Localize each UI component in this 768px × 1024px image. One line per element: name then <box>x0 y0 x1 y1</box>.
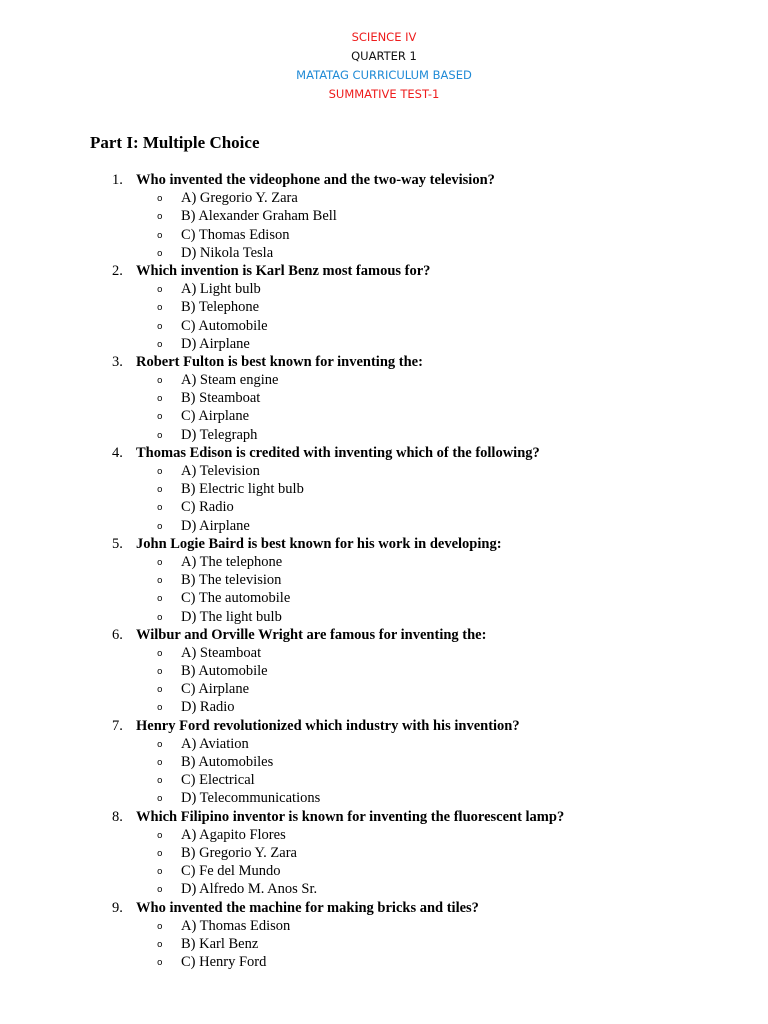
hollow-circle-bullet-icon: o <box>157 667 163 678</box>
answer-option <box>0 789 768 807</box>
option-text: C) Automobile <box>181 317 268 334</box>
question-list <box>0 171 768 971</box>
question-item <box>0 717 768 808</box>
question-text: Who invented the videophone and the two-way television? <box>136 172 495 188</box>
answer-option <box>0 771 768 789</box>
option-list <box>0 462 768 535</box>
hollow-circle-bullet-icon: o <box>157 557 163 568</box>
question-number: 5. <box>112 535 123 552</box>
question-item <box>0 899 768 972</box>
quarter-label: QUARTER 1 <box>351 49 417 63</box>
option-text: C) Henry Ford <box>181 954 267 971</box>
question-text: Which invention is Karl Benz most famous for? <box>136 262 431 279</box>
answer-option <box>0 244 768 262</box>
option-list <box>0 917 768 972</box>
hollow-circle-bullet-icon: o <box>157 848 163 859</box>
hollow-circle-bullet-icon: o <box>157 212 163 223</box>
hollow-circle-bullet-icon: o <box>157 867 163 878</box>
answer-option <box>0 953 768 971</box>
option-text: B) Automobiles <box>181 754 274 770</box>
option-list <box>0 553 768 626</box>
question-number: 4. <box>112 444 123 461</box>
question-number: 8. <box>112 808 123 825</box>
option-list <box>0 826 768 899</box>
hollow-circle-bullet-icon: o <box>157 467 163 477</box>
answer-option <box>0 298 768 316</box>
option-text: A) The telephone <box>181 553 283 570</box>
hollow-circle-bullet-icon: o <box>157 394 163 405</box>
question-text: Robert Fulton is best known for inventing the: <box>136 353 423 370</box>
answer-option <box>0 935 768 953</box>
hollow-circle-bullet-icon: o <box>157 703 163 714</box>
hollow-circle-bullet-icon: o <box>157 321 163 332</box>
hollow-circle-bullet-icon: o <box>157 612 163 623</box>
option-text: B) The television <box>181 572 282 589</box>
hollow-circle-bullet-icon: o <box>157 830 163 841</box>
answer-option <box>0 844 768 862</box>
question-line <box>0 444 768 462</box>
option-text: B) Gregorio Y. Zara <box>181 844 297 861</box>
answer-option <box>0 480 768 498</box>
hollow-circle-bullet-icon: o <box>157 758 163 768</box>
question-item <box>0 808 768 899</box>
part-title: Part I: Multiple Choice <box>90 133 260 152</box>
hollow-circle-bullet-icon: o <box>157 921 163 932</box>
option-text: A) Steamboat <box>181 644 262 661</box>
curriculum-label: MATATAG CURRICULUM BASED <box>296 68 472 82</box>
answer-option <box>0 735 768 753</box>
hollow-circle-bullet-icon: o <box>157 576 163 587</box>
option-text: D) Nikola Tesla <box>181 244 274 261</box>
question-number: 2. <box>112 262 123 279</box>
answer-option <box>0 426 768 444</box>
answer-option <box>0 662 768 680</box>
question-item <box>0 353 768 444</box>
option-text: B) Telephone <box>181 299 260 316</box>
hollow-circle-bullet-icon: o <box>157 594 163 605</box>
answer-option <box>0 862 768 880</box>
answer-option <box>0 498 768 516</box>
question-item <box>0 444 768 535</box>
hollow-circle-bullet-icon: o <box>157 339 163 350</box>
option-text: D) The light bulb <box>181 608 282 625</box>
option-text: D) Airplane <box>181 335 250 352</box>
document-header <box>0 28 768 104</box>
answer-option <box>0 644 768 662</box>
option-text: D) Radio <box>181 699 235 716</box>
question-number: 1. <box>112 172 123 188</box>
option-list <box>0 371 768 444</box>
answer-option <box>0 462 768 480</box>
option-text: A) Television <box>181 463 260 479</box>
hollow-circle-bullet-icon: o <box>157 503 163 514</box>
hollow-circle-bullet-icon: o <box>157 194 163 205</box>
answer-option <box>0 680 768 698</box>
question-number: 6. <box>112 626 123 643</box>
option-text: D) Telegraph <box>181 426 258 443</box>
answer-option <box>0 317 768 335</box>
hollow-circle-bullet-icon: o <box>157 739 163 750</box>
hollow-circle-bullet-icon: o <box>157 248 163 259</box>
option-text: C) Fe del Mundo <box>181 863 281 880</box>
question-line <box>0 626 768 644</box>
hollow-circle-bullet-icon: o <box>157 794 163 805</box>
hollow-circle-bullet-icon: o <box>157 685 163 696</box>
option-text: C) Electrical <box>181 772 255 789</box>
answer-option <box>0 226 768 244</box>
question-number: 3. <box>112 353 123 370</box>
option-list <box>0 280 768 353</box>
answer-option <box>0 880 768 898</box>
question-item <box>0 262 768 353</box>
option-list <box>0 644 768 717</box>
option-text: A) Light bulb <box>181 281 261 298</box>
option-text: D) Alfredo M. Anos Sr. <box>181 881 318 898</box>
option-text: D) Telecommunications <box>181 790 321 807</box>
answer-option <box>0 517 768 535</box>
question-text: Who invented the machine for making bricks and tiles? <box>136 899 479 916</box>
answer-option <box>0 371 768 389</box>
answer-option <box>0 826 768 844</box>
hollow-circle-bullet-icon: o <box>157 485 163 496</box>
hollow-circle-bullet-icon: o <box>157 303 163 314</box>
option-text: B) Steamboat <box>181 390 261 407</box>
option-text: A) Thomas Edison <box>181 917 291 934</box>
option-text: C) Airplane <box>181 408 250 425</box>
answer-option <box>0 189 768 207</box>
answer-option <box>0 917 768 935</box>
hollow-circle-bullet-icon: o <box>157 412 163 423</box>
option-text: C) The automobile <box>181 590 291 607</box>
hollow-circle-bullet-icon: o <box>157 776 163 787</box>
question-text: Henry Ford revolutionized which industry with his invention? <box>136 717 520 734</box>
hollow-circle-bullet-icon: o <box>157 376 163 387</box>
question-line <box>0 353 768 371</box>
test-title: SUMMATIVE TEST-1 <box>328 87 440 101</box>
option-text: C) Airplane <box>181 681 250 698</box>
subject-title: SCIENCE IV <box>351 30 417 44</box>
hollow-circle-bullet-icon: o <box>157 230 163 241</box>
question-line <box>0 171 768 189</box>
option-text: D) Airplane <box>181 517 250 534</box>
answer-option <box>0 589 768 607</box>
hollow-circle-bullet-icon: o <box>157 521 163 532</box>
answer-option <box>0 407 768 425</box>
question-number: 9. <box>112 899 123 916</box>
option-text: A) Aviation <box>181 735 249 752</box>
question-line <box>0 262 768 280</box>
option-text: A) Gregorio Y. Zara <box>181 190 298 207</box>
option-text: B) Karl Benz <box>181 935 259 952</box>
question-text: Thomas Edison is credited with inventing which of the following? <box>136 444 540 461</box>
answer-option <box>0 608 768 626</box>
hollow-circle-bullet-icon: o <box>157 939 163 950</box>
question-text: Which Filipino inventor is known for inventing the fluorescent lamp? <box>136 808 565 825</box>
answer-option <box>0 207 768 225</box>
option-text: A) Agapito Flores <box>181 826 286 843</box>
answer-option <box>0 753 768 771</box>
question-line <box>0 808 768 826</box>
question-item <box>0 171 768 262</box>
option-text: B) Automobile <box>181 663 268 680</box>
option-text: C) Radio <box>181 499 234 516</box>
option-text: B) Electric light bulb <box>181 481 304 498</box>
option-text: C) Thomas Edison <box>181 226 290 243</box>
answer-option <box>0 698 768 716</box>
question-number: 7. <box>112 717 123 734</box>
hollow-circle-bullet-icon: o <box>157 958 163 969</box>
option-text: A) Steam engine <box>181 372 279 389</box>
question-line <box>0 535 768 553</box>
question-text: John Logie Baird is best known for his work in developing: <box>136 535 502 552</box>
option-list <box>0 735 768 808</box>
answer-option <box>0 553 768 571</box>
question-line <box>0 717 768 735</box>
question-item <box>0 535 768 626</box>
hollow-circle-bullet-icon: o <box>157 285 163 296</box>
option-list <box>0 189 768 262</box>
question-line <box>0 899 768 917</box>
option-text: B) Alexander Graham Bell <box>181 208 337 225</box>
answer-option <box>0 335 768 353</box>
question-text: Wilbur and Orville Wright are famous for inventing the: <box>136 626 487 643</box>
answer-option <box>0 571 768 589</box>
hollow-circle-bullet-icon: o <box>157 430 163 441</box>
answer-option <box>0 389 768 407</box>
hollow-circle-bullet-icon: o <box>157 648 163 659</box>
question-item <box>0 626 768 717</box>
answer-option <box>0 280 768 298</box>
hollow-circle-bullet-icon: o <box>157 885 163 896</box>
